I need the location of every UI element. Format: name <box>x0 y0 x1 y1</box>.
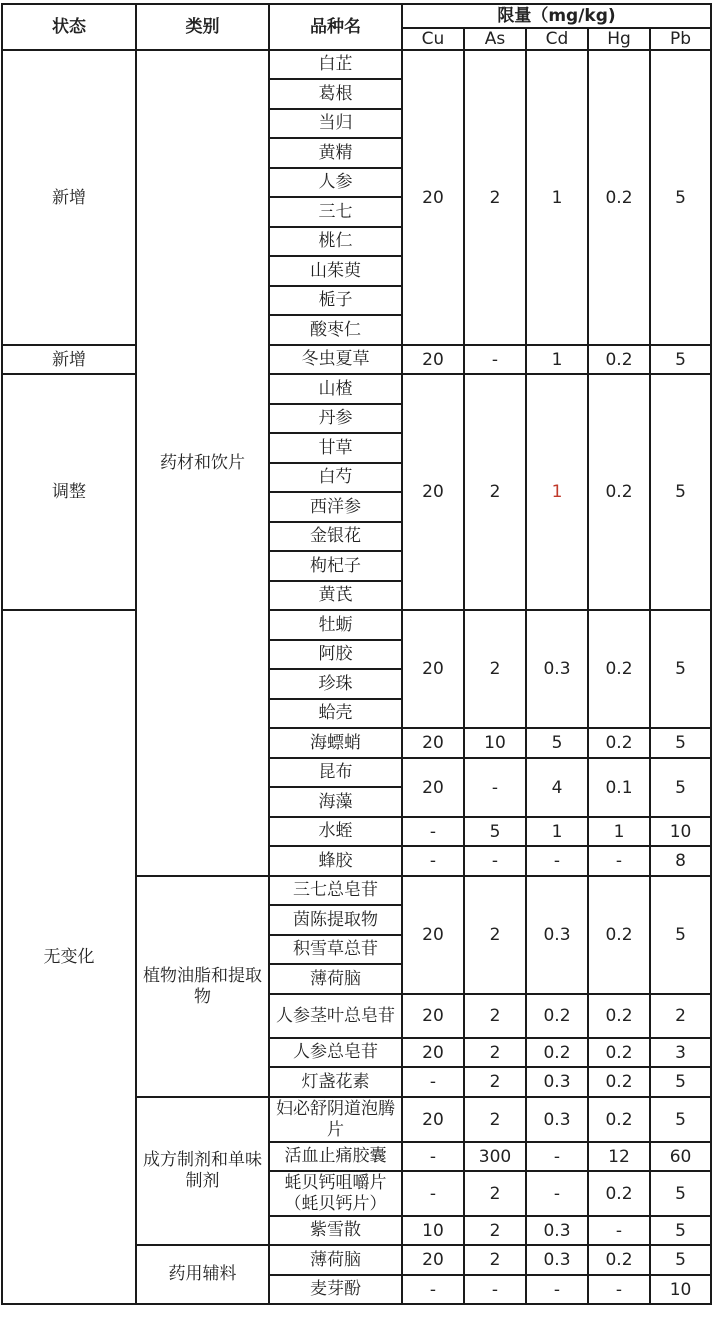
limit-value-as: 2 <box>464 1171 526 1216</box>
variety-name-cell: 白芍 <box>269 463 402 492</box>
category-cell: 药材和饮片 <box>136 50 269 876</box>
variety-name-cell: 丹参 <box>269 404 402 433</box>
limit-value-cd: - <box>526 1142 588 1171</box>
variety-name-cell: 白芷 <box>269 50 402 79</box>
limit-value-cd: 0.3 <box>526 876 588 994</box>
limit-value-cd: 0.3 <box>526 1216 588 1245</box>
limit-value-pb: 10 <box>650 817 711 846</box>
variety-name-cell: 珍珠 <box>269 669 402 699</box>
limit-value-hg: 0.2 <box>588 374 650 610</box>
table-row <box>2 374 711 404</box>
limit-value-pb: 2 <box>650 994 711 1038</box>
limit-value-hg: 0.2 <box>588 876 650 994</box>
variety-name-cell: 人参茎叶总皂苷 <box>269 994 402 1038</box>
limit-value-pb: 5 <box>650 758 711 817</box>
limit-value-pb: 5 <box>650 1097 711 1142</box>
limit-value-cd: 4 <box>526 758 588 817</box>
heavy-metal-limits-table <box>1 3 712 1305</box>
limit-value-as: - <box>464 345 526 374</box>
variety-name-cell: 枸杞子 <box>269 551 402 581</box>
limit-value-hg: 1 <box>588 817 650 846</box>
limit-value-pb: 10 <box>650 1275 711 1304</box>
limit-value-cu: 20 <box>402 50 464 345</box>
limit-value-pb: 8 <box>650 846 711 876</box>
limit-value-pb: 5 <box>650 1245 711 1275</box>
variety-name-cell: 甘草 <box>269 433 402 463</box>
limit-value-cd: 0.3 <box>526 1097 588 1142</box>
limit-value-cu: 20 <box>402 758 464 817</box>
variety-name-cell: 三七总皂苷 <box>269 876 402 905</box>
variety-name-cell: 牡蛎 <box>269 610 402 640</box>
variety-name-cell: 冬虫夏草 <box>269 345 402 374</box>
limit-value-cu: 20 <box>402 1097 464 1142</box>
limit-value-hg: 0.2 <box>588 1097 650 1142</box>
status-cell: 调整 <box>2 374 136 610</box>
limit-value-as: - <box>464 758 526 817</box>
limit-value-as: 2 <box>464 50 526 345</box>
limit-value-pb: 5 <box>650 1216 711 1245</box>
limit-value-cu: - <box>402 1142 464 1171</box>
variety-name-cell: 水蛭 <box>269 817 402 846</box>
limit-value-cd: 0.3 <box>526 1245 588 1275</box>
limit-value-hg: 0.1 <box>588 758 650 817</box>
limit-value-hg: - <box>588 846 650 876</box>
variety-name-cell: 积雪草总苷 <box>269 935 402 964</box>
variety-name-cell: 蛤壳 <box>269 699 402 728</box>
limit-value-pb: 3 <box>650 1038 711 1067</box>
limit-value-cd: 0.3 <box>526 1067 588 1097</box>
variety-name-cell: 妇必舒阴道泡腾片 <box>269 1097 402 1142</box>
variety-name-cell: 麦芽酚 <box>269 1275 402 1304</box>
limit-value-cd: 0.2 <box>526 1038 588 1067</box>
limit-value-hg: 0.2 <box>588 50 650 345</box>
limit-value-pb: 5 <box>650 610 711 728</box>
status-cell: 新增 <box>2 345 136 374</box>
limit-value-cd: 1 <box>526 345 588 374</box>
limit-value-cu: 10 <box>402 1216 464 1245</box>
limit-value-as: 2 <box>464 374 526 610</box>
limit-value-cd: 1 <box>526 50 588 345</box>
limit-value-cd: 0.3 <box>526 610 588 728</box>
category-cell: 植物油脂和提取物 <box>136 876 269 1097</box>
variety-name-cell: 西洋参 <box>269 492 402 522</box>
variety-name-cell: 薄荷脑 <box>269 1245 402 1275</box>
limit-value-cu: - <box>402 1275 464 1304</box>
status-cell: 无变化 <box>2 610 136 1304</box>
limit-value-hg: 12 <box>588 1142 650 1171</box>
variety-name-cell: 山楂 <box>269 374 402 404</box>
limit-value-as: - <box>464 1275 526 1304</box>
limit-value-pb: 5 <box>650 1171 711 1216</box>
limit-value-pb: 5 <box>650 374 711 610</box>
limit-value-hg: 0.2 <box>588 345 650 374</box>
limit-value-cu: 20 <box>402 876 464 994</box>
variety-name-cell: 海藻 <box>269 787 402 817</box>
limit-value-cu: 20 <box>402 728 464 758</box>
variety-name-cell: 黄芪 <box>269 581 402 610</box>
variety-name-cell: 人参 <box>269 168 402 197</box>
limit-value-hg: 0.2 <box>588 728 650 758</box>
limit-value-cd: 5 <box>526 728 588 758</box>
variety-name-cell: 海螵蛸 <box>269 728 402 758</box>
header-status: 状态 <box>2 4 136 50</box>
limit-value-hg: - <box>588 1216 650 1245</box>
limit-value-cu: - <box>402 846 464 876</box>
limit-value-cu: 20 <box>402 374 464 610</box>
limit-value-cu: - <box>402 1067 464 1097</box>
limit-value-cd: - <box>526 846 588 876</box>
limit-value-as: 2 <box>464 610 526 728</box>
header-category: 类别 <box>136 4 269 50</box>
limit-value-cu: 20 <box>402 1245 464 1275</box>
limit-value-as: 2 <box>464 1216 526 1245</box>
limit-value-hg: 0.2 <box>588 994 650 1038</box>
variety-name-cell: 紫雪散 <box>269 1216 402 1245</box>
limit-value-cd: - <box>526 1171 588 1216</box>
limits-table-container <box>1 3 710 1305</box>
limit-value-as: 2 <box>464 876 526 994</box>
limit-value-as: 2 <box>464 1097 526 1142</box>
limit-value-as: - <box>464 846 526 876</box>
limit-value-cd: 0.2 <box>526 994 588 1038</box>
limit-value-hg: 0.2 <box>588 1067 650 1097</box>
limit-value-pb: 5 <box>650 345 711 374</box>
table-body <box>2 50 711 1304</box>
limit-value-as: 300 <box>464 1142 526 1171</box>
limit-value-hg: 0.2 <box>588 1171 650 1216</box>
limit-value-cd: 1 <box>526 817 588 846</box>
status-cell: 新增 <box>2 50 136 345</box>
limit-value-hg: 0.2 <box>588 610 650 728</box>
table-row <box>2 50 711 79</box>
variety-name-cell: 活血止痛胶囊 <box>269 1142 402 1171</box>
table-row <box>2 610 711 640</box>
variety-name-cell: 葛根 <box>269 79 402 109</box>
limit-value-as: 2 <box>464 1067 526 1097</box>
variety-name-cell: 桃仁 <box>269 227 402 256</box>
header-element-as: As <box>464 28 526 50</box>
header-element-cd: Cd <box>526 28 588 50</box>
variety-name-cell: 灯盏花素 <box>269 1067 402 1097</box>
limit-value-pb: 60 <box>650 1142 711 1171</box>
table-header <box>2 4 711 50</box>
variety-name-cell: 茵陈提取物 <box>269 905 402 935</box>
variety-name-cell: 蜂胶 <box>269 846 402 876</box>
limit-value-as: 2 <box>464 1038 526 1067</box>
limit-value-cu: - <box>402 1171 464 1216</box>
header-limit: 限量（mg/kg) <box>402 4 711 28</box>
limit-value-cu: 20 <box>402 1038 464 1067</box>
limit-value-pb: 5 <box>650 876 711 994</box>
header-variety: 品种名 <box>269 4 402 50</box>
variety-name-cell: 金银花 <box>269 522 402 551</box>
variety-name-cell: 黄精 <box>269 138 402 168</box>
variety-name-cell: 三七 <box>269 197 402 227</box>
limit-value-pb: 5 <box>650 1067 711 1097</box>
header-element-pb: Pb <box>650 28 711 50</box>
limit-value-as: 2 <box>464 994 526 1038</box>
limit-value-hg: 0.2 <box>588 1245 650 1275</box>
limit-value-cu: 20 <box>402 345 464 374</box>
limit-value-hg: 0.2 <box>588 1038 650 1067</box>
limit-value-cd: - <box>526 1275 588 1304</box>
limit-value-as: 2 <box>464 1245 526 1275</box>
variety-name-cell: 人参总皂苷 <box>269 1038 402 1067</box>
variety-name-cell: 酸枣仁 <box>269 315 402 345</box>
variety-name-cell: 阿胶 <box>269 640 402 669</box>
variety-name-cell: 当归 <box>269 109 402 138</box>
limit-value-cu: 20 <box>402 994 464 1038</box>
limit-value-cu: - <box>402 817 464 846</box>
limit-value-hg: - <box>588 1275 650 1304</box>
limit-value-cd: 1 <box>526 374 588 610</box>
variety-name-cell: 栀子 <box>269 286 402 315</box>
variety-name-cell: 昆布 <box>269 758 402 787</box>
limit-value-as: 10 <box>464 728 526 758</box>
limit-value-cu: 20 <box>402 610 464 728</box>
limit-value-pb: 5 <box>650 728 711 758</box>
variety-name-cell: 薄荷脑 <box>269 964 402 994</box>
table-row <box>2 345 711 374</box>
category-cell: 药用辅料 <box>136 1245 269 1304</box>
variety-name-cell: 山茱萸 <box>269 256 402 286</box>
category-cell: 成方制剂和单味制剂 <box>136 1097 269 1245</box>
variety-name-cell: 蚝贝钙咀嚼片（蚝贝钙片） <box>269 1171 402 1216</box>
limit-value-pb: 5 <box>650 50 711 345</box>
header-element-cu: Cu <box>402 28 464 50</box>
limit-value-as: 5 <box>464 817 526 846</box>
header-element-hg: Hg <box>588 28 650 50</box>
